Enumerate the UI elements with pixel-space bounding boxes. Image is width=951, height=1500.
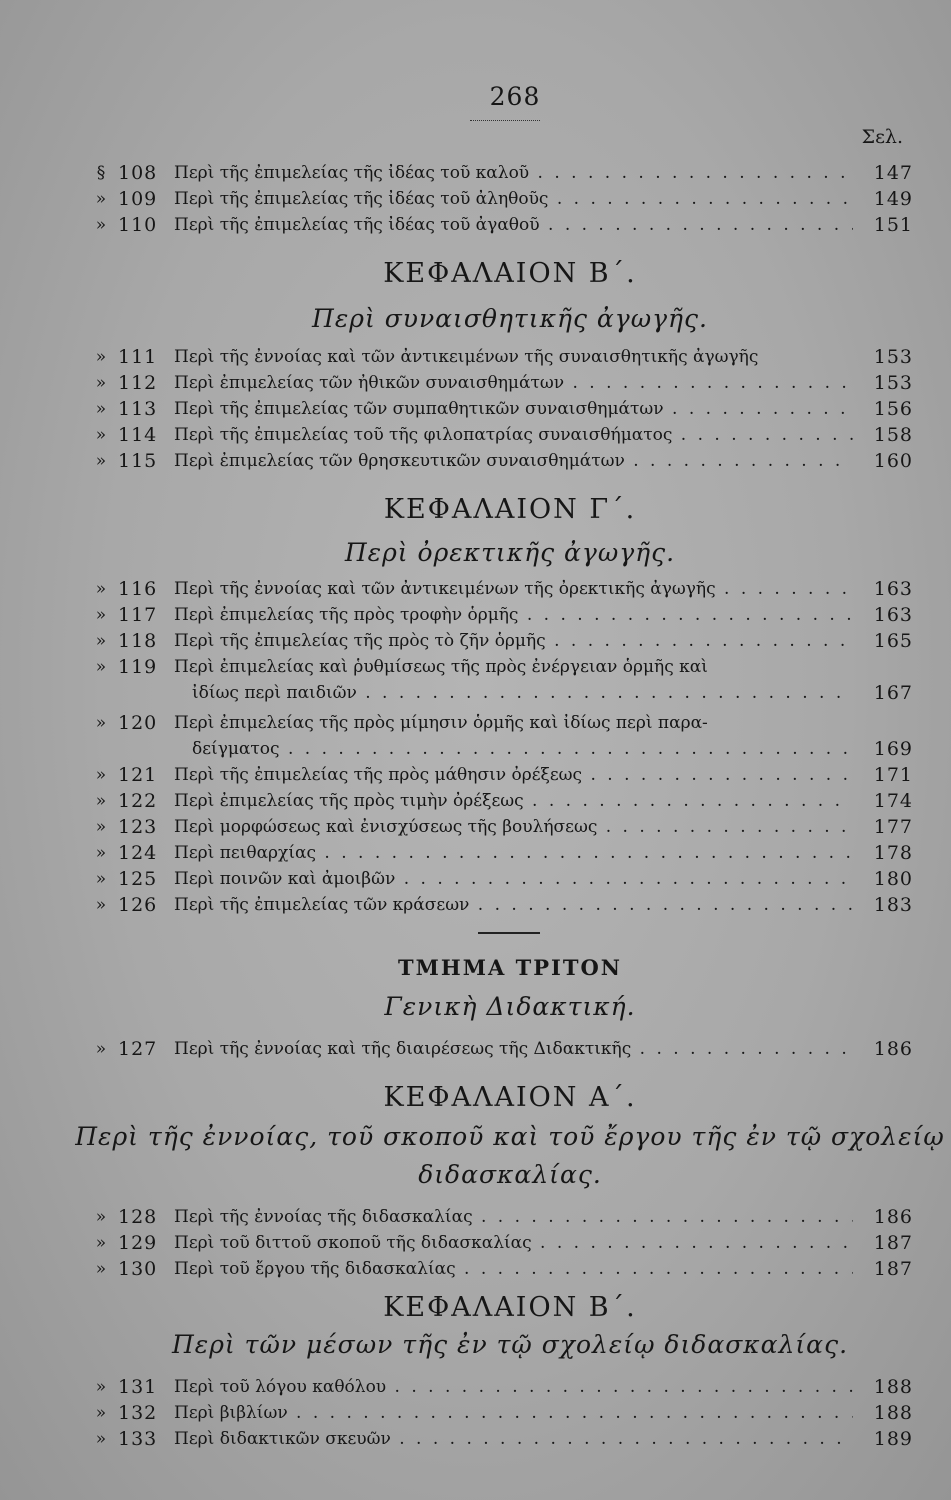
entry-title: Περὶ τῆς ἐπιμελείας τῆς ἰδέας τοῦ ἀγαθοῦ . . .	[174, 212, 853, 238]
toc-entry	[88, 160, 913, 186]
entry-number: 114	[118, 424, 158, 446]
entry-title: Περὶ ἐπιμελείας τῆς πρὸς τιμὴν ὀρέξεως . . .	[174, 788, 853, 814]
entry-title: Περὶ ποινῶν καὶ ἀμοιβῶν . . .	[174, 866, 853, 892]
entry-mark: »	[95, 765, 107, 785]
toc-entry	[88, 710, 913, 736]
entry-title: Περὶ ἐπιμελείας τῆς πρὸς μίμησιν ὁρμῆς καὶ ἰδίως περὶ παρα-	[174, 713, 708, 733]
entry-title-continuation: ἰδίως περὶ παιδιῶν . . .	[192, 680, 853, 706]
entry-mark: »	[95, 1429, 107, 1449]
entry-number: 118	[118, 630, 158, 652]
toc-entry	[88, 628, 913, 654]
entry-mark: »	[95, 1207, 107, 1227]
page-column-header: Σελ.	[861, 126, 903, 148]
entry-page: 178	[873, 842, 913, 864]
entry-page: 180	[873, 868, 913, 890]
chapter-subtitle: Περὶ συναισθητικῆς ἀγωγῆς.	[312, 304, 708, 333]
toc-entry	[88, 762, 913, 788]
toc-entry	[88, 1256, 913, 1282]
toc-entry	[88, 1374, 913, 1400]
toc-entry	[88, 602, 913, 628]
entry-title: Περὶ τοῦ διττοῦ σκοποῦ τῆς διδασκαλίας . . .	[174, 1230, 853, 1256]
entry-number: 126	[118, 894, 158, 916]
page-number: 268	[489, 82, 541, 111]
entry-mark: »	[95, 631, 107, 651]
entry-number: 127	[118, 1038, 158, 1060]
toc-entry	[88, 788, 913, 814]
entry-title: Περὶ τοῦ ἔργου τῆς διδασκαλίας . . .	[174, 1256, 853, 1282]
entry-title: Περὶ διδακτικῶν σκευῶν . . .	[174, 1426, 853, 1452]
entry-mark: »	[95, 425, 107, 445]
entry-title: Περὶ τῆς ἐννοίας καὶ τῶν ἀντικειμένων τῆς ὀρεκτικῆς ἀγωγῆς . . .	[174, 576, 853, 602]
entry-page: 187	[873, 1258, 913, 1280]
chapter-heading: ΚΕΦΑΛΑΙΟΝ Γ΄.	[383, 494, 637, 525]
entry-mark: »	[95, 1039, 107, 1059]
entry-number: 108	[118, 162, 158, 184]
toc-entry	[88, 654, 913, 680]
toc-entry	[88, 866, 913, 892]
entry-page: 167	[873, 682, 913, 704]
toc-entry	[88, 892, 913, 918]
entry-page: 156	[873, 398, 913, 420]
toc-entry	[88, 212, 913, 238]
entry-number: 133	[118, 1428, 158, 1450]
entry-title: Περὶ τῆς ἐπιμελείας τοῦ τῆς φιλοπατρίας συναισθήματος . . .	[174, 422, 853, 448]
entry-number: 113	[118, 398, 158, 420]
entry-number: 121	[118, 764, 158, 786]
entry-mark: »	[95, 843, 107, 863]
entry-mark: »	[95, 215, 107, 235]
entry-title: Περὶ τῆς ἐπιμελείας τῶν συμπαθητικῶν συναισθημάτων . . .	[174, 396, 853, 422]
entry-page: 188	[873, 1376, 913, 1398]
section-heading: ΤΜΗΜΑ ΤΡΙΤΟΝ	[398, 955, 622, 980]
toc-entry	[88, 576, 913, 602]
entry-number: 116	[118, 578, 158, 600]
entry-mark: »	[95, 869, 107, 889]
entry-title: Περὶ ἐπιμελείας τῶν θρησκευτικῶν συναισθημάτων . . .	[174, 448, 853, 474]
toc-entry	[88, 370, 913, 396]
entry-mark: »	[95, 451, 107, 471]
entry-page: 177	[873, 816, 913, 838]
page-number-rule	[470, 120, 540, 121]
entry-page: 169	[873, 738, 913, 760]
chapter-heading: ΚΕΦΑΛΑΙΟΝ Β΄.	[383, 258, 637, 289]
entry-title: Περὶ τῆς ἐννοίας τῆς διδασκαλίας . . .	[174, 1204, 853, 1230]
entry-title: Περὶ τῆς ἐπιμελείας τῆς ἰδέας τοῦ ἀληθοῦς . . .	[174, 186, 853, 212]
entry-number: 109	[118, 188, 158, 210]
entry-title: Περὶ πειθαρχίας . . .	[174, 840, 853, 866]
entry-page: 189	[873, 1428, 913, 1450]
entry-title: Περὶ τοῦ λόγου καθόλου . . .	[174, 1374, 853, 1400]
entry-page: 149	[873, 188, 913, 210]
entry-number: 110	[118, 214, 158, 236]
entry-title: Περὶ ἐπιμελείας καὶ ῥυθμίσεως τῆς πρὸς ἐνέργειαν ὁρμῆς καὶ	[174, 657, 708, 677]
entry-page: 187	[873, 1232, 913, 1254]
entry-number: 124	[118, 842, 158, 864]
entry-mark: »	[95, 895, 107, 915]
toc-entry	[88, 396, 913, 422]
chapter-subtitle: Περὶ τῶν μέσων τῆς ἐν τῷ σχολείῳ διδασκαλίας.	[171, 1330, 849, 1359]
entry-mark: »	[95, 399, 107, 419]
entry-number: 125	[118, 868, 158, 890]
entry-number: 119	[118, 656, 158, 678]
toc-entry	[88, 1230, 913, 1256]
entry-mark: »	[95, 579, 107, 599]
toc-entry	[88, 344, 913, 370]
toc-entry-continuation	[192, 736, 913, 762]
entry-mark: »	[95, 1377, 107, 1397]
entry-title: Περὶ τῆς ἐννοίας καὶ τῆς διαιρέσεως τῆς Διδακτικῆς . . .	[174, 1036, 853, 1062]
entry-number: 128	[118, 1206, 158, 1228]
toc-entry	[88, 186, 913, 212]
entry-page: 153	[873, 346, 913, 368]
entry-mark: »	[95, 373, 107, 393]
entry-number: 123	[118, 816, 158, 838]
toc-entry-continuation	[192, 680, 913, 706]
entry-number: 112	[118, 372, 158, 394]
entry-page: 186	[873, 1038, 913, 1060]
entry-number: 131	[118, 1376, 158, 1398]
entry-page: 153	[873, 372, 913, 394]
entry-page: 147	[873, 162, 913, 184]
entry-mark: »	[95, 189, 107, 209]
entry-page: 163	[873, 578, 913, 600]
entry-page: 151	[873, 214, 913, 236]
entry-number: 120	[118, 712, 158, 734]
chapter-subtitle: Περὶ ὀρεκτικῆς ἀγωγῆς.	[344, 538, 676, 567]
entry-title: Περὶ τῆς ἐννοίας καὶ τῶν ἀντικειμένων τῆς συναισθητικῆς ἀγωγῆς	[174, 347, 759, 367]
entry-page: 174	[873, 790, 913, 812]
entry-title: Περὶ τῆς ἐπιμελείας τῶν κράσεων . . .	[174, 892, 853, 918]
entry-number: 132	[118, 1402, 158, 1424]
entry-page: 160	[873, 450, 913, 472]
entry-title: Περὶ βιβλίων . . .	[174, 1400, 853, 1426]
entry-title: Περὶ τῆς ἐπιμελείας τῆς πρὸς μάθησιν ὀρέξεως . . .	[174, 762, 853, 788]
chapter-heading: ΚΕΦΑΛΑΙΟΝ Β΄.	[383, 1292, 637, 1323]
toc-entry	[88, 840, 913, 866]
entry-mark: »	[95, 817, 107, 837]
entry-title: Περὶ ἐπιμελείας τῆς πρὸς τροφὴν ὁρμῆς . . .	[174, 602, 853, 628]
entry-mark: »	[95, 713, 107, 733]
entry-number: 111	[118, 346, 158, 368]
entry-mark: »	[95, 347, 107, 367]
entry-page: 171	[873, 764, 913, 786]
entry-title: Περὶ μορφώσεως καὶ ἐνισχύσεως τῆς βουλήσεως . . .	[174, 814, 853, 840]
entry-title: Περὶ τῆς ἐπιμελείας τῆς ἰδέας τοῦ καλοῦ . . .	[174, 160, 853, 186]
entry-mark: »	[95, 791, 107, 811]
entry-number: 115	[118, 450, 158, 472]
entry-mark: »	[95, 1259, 107, 1279]
toc-entry	[88, 814, 913, 840]
section-subtitle: Γενικὴ Διδακτική.	[384, 992, 636, 1021]
entry-mark: §	[96, 163, 106, 183]
toc-entry	[88, 1400, 913, 1426]
toc-entry	[88, 1426, 913, 1452]
entry-page: 165	[873, 630, 913, 652]
entry-page: 183	[873, 894, 913, 916]
entry-number: 117	[118, 604, 158, 626]
entry-mark: »	[95, 657, 107, 677]
chapter-subtitle-continuation: διδασκαλίας.	[418, 1160, 602, 1189]
entry-page: 163	[873, 604, 913, 626]
entry-mark: »	[95, 1403, 107, 1423]
chapter-subtitle: Περὶ τῆς ἐννοίας, τοῦ σκοποῦ καὶ τοῦ ἔργου τῆς ἐν τῷ σχολείῳ	[75, 1122, 945, 1151]
entry-number: 122	[118, 790, 158, 812]
entry-mark: »	[95, 1233, 107, 1253]
entry-number: 130	[118, 1258, 158, 1280]
entry-title: Περὶ τῆς ἐπιμελείας τῆς πρὸς τὸ ζῆν ὁρμῆς . . .	[174, 628, 853, 654]
chapter-heading: ΚΕΦΑΛΑΙΟΝ Α΄.	[383, 1082, 637, 1113]
entry-page: 186	[873, 1206, 913, 1228]
toc-entry	[88, 448, 913, 474]
entry-title-continuation: δείγματος . . .	[192, 736, 853, 762]
toc-entry	[88, 422, 913, 448]
entry-page: 158	[873, 424, 913, 446]
entry-mark: »	[95, 605, 107, 625]
entry-page: 188	[873, 1402, 913, 1424]
toc-entry	[88, 1036, 913, 1062]
entry-title: Περὶ ἐπιμελείας τῶν ἠθικῶν συναισθημάτων . . .	[174, 370, 853, 396]
entry-number: 129	[118, 1232, 158, 1254]
section-divider	[478, 932, 540, 934]
toc-entry	[88, 1204, 913, 1230]
